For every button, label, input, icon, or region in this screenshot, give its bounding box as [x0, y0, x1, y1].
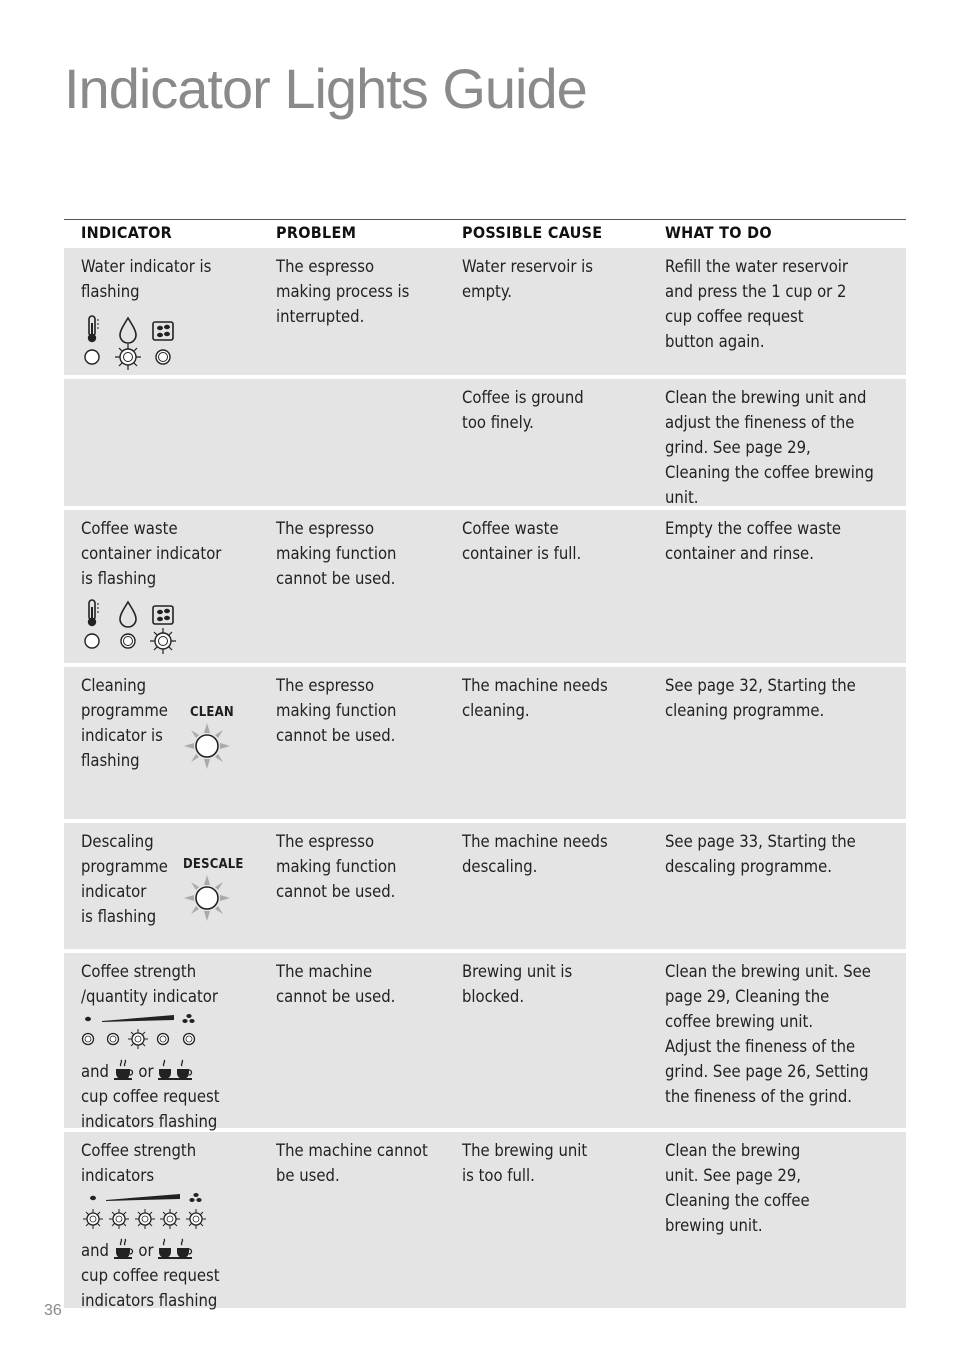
indicator-tail-text: cup coffee request indicators flashing	[81, 1087, 220, 1131]
cause-text: Water reservoir is empty.	[462, 257, 593, 301]
indicator-text: Cleaning programme indicator is flashing	[81, 676, 168, 770]
table-row	[64, 823, 906, 949]
action-text: Clean the brewing unit. See page 29, Cleaning the coffee brewing unit.	[665, 1141, 810, 1235]
cause-text: The machine needs descaling.	[462, 832, 608, 876]
or-text: or	[138, 1241, 154, 1260]
table-row	[64, 248, 906, 375]
flashing-light	[109, 1209, 129, 1229]
flashing-light	[160, 1209, 180, 1229]
double-cup-icon	[158, 1059, 194, 1081]
problem-text: The espresso making function cannot be used.	[276, 519, 397, 588]
indicator-text: Water indicator is flashing	[81, 257, 212, 301]
and-text: and	[81, 1062, 109, 1081]
coffee-beans-icon	[182, 1014, 194, 1023]
cause-text: Coffee is ground too finely.	[462, 388, 584, 432]
header-problem: PROBLEM	[276, 223, 357, 242]
strength-indicator-panel	[80, 1013, 200, 1049]
cup-request-line	[81, 1059, 194, 1084]
flashing-light	[184, 723, 230, 769]
descale-label: DESCALE	[183, 857, 244, 872]
clean-label: CLEAN	[190, 705, 234, 720]
and-text: and	[81, 1241, 109, 1260]
flashing-light	[83, 1209, 103, 1229]
single-bean-icon	[85, 1017, 91, 1021]
strength-scale-icon	[106, 1194, 180, 1201]
flashing-light	[128, 1029, 148, 1049]
action-text: Empty the coffee waste container and rinse.	[665, 519, 842, 563]
header-what-to-do: WHAT TO DO	[665, 223, 772, 242]
action-text: Clean the brewing unit and adjust the fineness of the grind. See page 29, Cleaning the coffee brewing unit.	[665, 388, 874, 507]
table-row	[64, 510, 906, 663]
header-indicator: INDICATOR	[81, 223, 173, 242]
coffee-beans-icon	[189, 1193, 201, 1202]
cup-request-line	[81, 1238, 194, 1263]
thermometer-icon	[88, 316, 99, 342]
table-header	[64, 219, 906, 248]
indicator-panel	[78, 598, 178, 658]
strength-scale-icon	[102, 1015, 174, 1022]
page-title: Indicator Lights Guide	[64, 57, 587, 120]
table-row	[64, 953, 906, 1131]
flashing-light	[115, 344, 141, 370]
indicator-table	[64, 219, 906, 1308]
single-cup-icon	[114, 1059, 134, 1081]
page-number: 36	[44, 1302, 62, 1319]
cause-text: Coffee waste container is full.	[462, 519, 582, 563]
problem-text: The espresso making function cannot be used.	[276, 676, 397, 745]
problem-text: The espresso making function cannot be used.	[276, 832, 397, 901]
thermometer-icon	[88, 600, 99, 626]
problem-text: The espresso making process is interrupted.	[276, 257, 410, 326]
table-row	[64, 667, 906, 819]
coffee-beans-icon	[153, 606, 173, 624]
action-text: See page 33, Starting the descaling programme.	[665, 832, 856, 876]
header-possible-cause: POSSIBLE CAUSE	[462, 223, 603, 242]
table-row	[64, 1132, 906, 1308]
action-text: See page 32, Starting the cleaning programme.	[665, 676, 856, 720]
or-text: or	[138, 1062, 154, 1081]
flashing-light	[186, 1209, 206, 1229]
indicator-text: Descaling programme indicator is flashing	[81, 832, 168, 926]
flashing-light	[184, 875, 230, 921]
cause-text: The brewing unit is too full.	[462, 1141, 588, 1185]
single-bean-icon	[90, 1196, 96, 1200]
problem-text: The machine cannot be used.	[276, 1141, 428, 1185]
indicator-text: Coffee strength indicators	[81, 1141, 197, 1185]
strength-indicator-panel	[80, 1192, 208, 1230]
water-drop-icon	[120, 602, 136, 627]
indicator-panel	[78, 314, 178, 374]
indicator-text: Coffee strength /quantity indicator	[81, 962, 218, 1006]
double-cup-icon	[158, 1238, 194, 1260]
flashing-light	[135, 1209, 155, 1229]
action-text: Clean the brewing unit. See page 29, Cleaning the coffee brewing unit. Adjust the fineness of the grind. See page 26, Setting the fineness of the grind.	[665, 962, 871, 1106]
table-row	[64, 379, 906, 506]
indicator-text: Coffee waste container indicator is flashing	[81, 519, 222, 588]
flashing-light	[150, 628, 176, 654]
action-text: Refill the water reservoir and press the 1 cup or 2 cup coffee request button again.	[665, 257, 849, 351]
water-drop-icon	[120, 318, 136, 343]
single-cup-icon	[114, 1238, 134, 1260]
problem-text: The machine cannot be used.	[276, 962, 396, 1006]
coffee-beans-icon	[153, 322, 173, 340]
cause-text: Brewing unit is blocked.	[462, 962, 573, 1006]
cause-text: The machine needs cleaning.	[462, 676, 608, 720]
indicator-tail-text: cup coffee request indicators flashing	[81, 1266, 220, 1310]
